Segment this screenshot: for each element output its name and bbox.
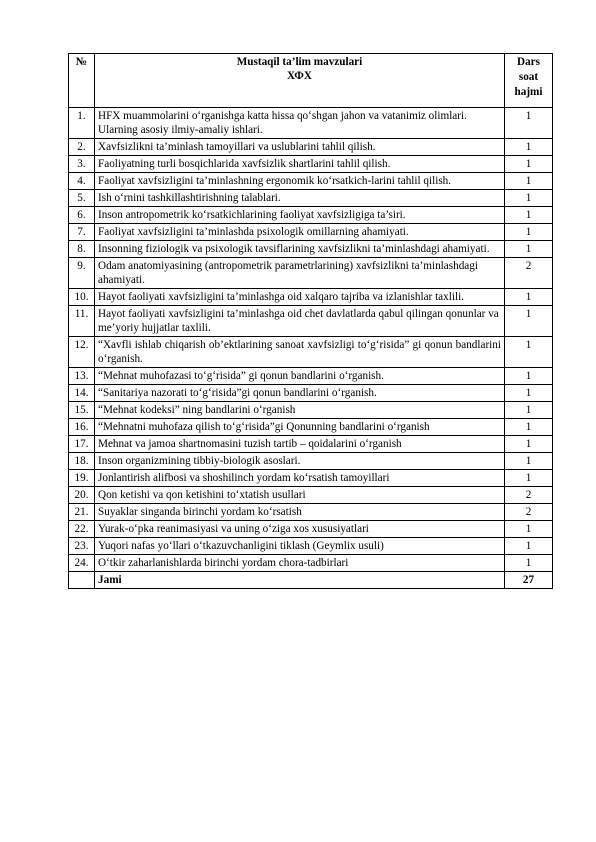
topic-hours: 1 xyxy=(505,402,553,419)
topic-title: “Mehnatni muhofaza qilish to‘g‘risida”gi Qonunning bandlarini o‘rganish xyxy=(95,419,505,436)
hours-header-line-1: Dars xyxy=(517,56,540,68)
number-column-header: № xyxy=(69,54,95,108)
table-row xyxy=(69,306,553,337)
topic-hours: 1 xyxy=(505,385,553,402)
table-row xyxy=(69,337,553,368)
topics-table xyxy=(68,53,553,589)
table-row xyxy=(69,258,553,289)
total-row xyxy=(69,572,553,589)
topic-title: Yurak-o‘pka reanimasiyasi va uning o‘ziga xos xususiyatlari xyxy=(95,521,505,538)
table-row xyxy=(69,402,553,419)
row-number: 24. xyxy=(69,555,95,572)
table-row xyxy=(69,241,553,258)
total-label: Jami xyxy=(95,572,505,589)
row-number: 8. xyxy=(69,241,95,258)
table-row xyxy=(69,173,553,190)
table-row xyxy=(69,555,553,572)
topic-title: “Sanitariya nazorati to‘g‘risida”gi qonun bandlarini o‘rganish. xyxy=(95,385,505,402)
table-row xyxy=(69,419,553,436)
topic-hours: 2 xyxy=(505,487,553,504)
row-number: 14. xyxy=(69,385,95,402)
topic-hours: 1 xyxy=(505,289,553,306)
topic-title: Mehnat va jamoa shartnomasini tuzish tartib – qoidalarini o‘rganish xyxy=(95,436,505,453)
topic-hours: 1 xyxy=(505,241,553,258)
table-row xyxy=(69,108,553,139)
topic-hours: 1 xyxy=(505,306,553,337)
table-row xyxy=(69,487,553,504)
topic-hours: 1 xyxy=(505,521,553,538)
topic-hours: 1 xyxy=(505,224,553,241)
table-header xyxy=(69,54,553,108)
topic-title: Hayot faoliyati xavfsizligini ta’minlashga oid chet davlatlarda qabul qilingan qonunlar va me’yoriy hujjatlar taxlili. xyxy=(95,306,505,337)
topic-hours: 1 xyxy=(505,139,553,156)
row-number: 2. xyxy=(69,139,95,156)
hours-header-line-2: soat xyxy=(518,71,539,83)
topic-title: Faoliyat xavfsizligini ta’minlashning ergonomik ko‘rsatkich-larini tahlil qilish. xyxy=(95,173,505,190)
table-row xyxy=(69,289,553,306)
table-row xyxy=(69,207,553,224)
topic-title: O‘tkir zaharlanishlarda birinchi yordam chora-tadbirlari xyxy=(95,555,505,572)
row-number: 5. xyxy=(69,190,95,207)
row-number: 22. xyxy=(69,521,95,538)
topic-hours: 1 xyxy=(505,156,553,173)
row-number: 20. xyxy=(69,487,95,504)
table-row xyxy=(69,156,553,173)
table-row xyxy=(69,470,553,487)
topic-hours: 1 xyxy=(505,337,553,368)
topic-title: Faoliyatning turli bosqichlarida xavfsizlik shartlarini tahlil qilish. xyxy=(95,156,505,173)
topic-hours: 1 xyxy=(505,419,553,436)
row-number: 3. xyxy=(69,156,95,173)
topic-title: Yuqori nafas yo‘llari o‘tkazuvchanligini tiklash (Geymlix usuli) xyxy=(95,538,505,555)
hours-column-header xyxy=(505,54,553,108)
row-number: 19. xyxy=(69,470,95,487)
topic-hours: 1 xyxy=(505,436,553,453)
topic-hours: 1 xyxy=(505,538,553,555)
topic-title: Jonlantirish alifbosi va shoshilinch yordam ko‘rsatish tamoyillari xyxy=(95,470,505,487)
total-hours: 27 xyxy=(505,572,553,589)
row-number: 13. xyxy=(69,368,95,385)
table-row xyxy=(69,538,553,555)
row-number: 21. xyxy=(69,504,95,521)
table-row xyxy=(69,190,553,207)
topics-column-header xyxy=(95,54,505,108)
topic-title: Faoliyat xavfsizligini ta’minlashda psixologik omillarning ahamiyati. xyxy=(95,224,505,241)
row-number: 17. xyxy=(69,436,95,453)
row-number: 10. xyxy=(69,289,95,306)
topic-title: “Xavfli ishlab chiqarish ob’ektlarining sanoat xavfsizligi to‘g‘risida” gi qonun bandlarini o‘rganish. xyxy=(95,337,505,368)
topic-hours: 1 xyxy=(505,190,553,207)
table-row xyxy=(69,224,553,241)
table-row xyxy=(69,368,553,385)
row-number: 6. xyxy=(69,207,95,224)
topic-title: “Mehnat muhofazasi to‘g‘risida” gi qonun bandlarini o‘rganish. xyxy=(95,368,505,385)
topic-hours: 2 xyxy=(505,504,553,521)
topic-hours: 1 xyxy=(505,108,553,139)
table-row xyxy=(69,436,553,453)
table-body xyxy=(69,108,553,572)
row-number: 18. xyxy=(69,453,95,470)
topic-title: Ish o‘rnini tashkillashtirishning talablari. xyxy=(95,190,505,207)
table-row xyxy=(69,504,553,521)
row-number: 15. xyxy=(69,402,95,419)
total-num-cell xyxy=(69,572,95,589)
hours-header-line-3: hajmi xyxy=(514,86,543,98)
row-number: 11. xyxy=(69,306,95,337)
topic-title: Qon ketishi va qon ketishini to‘xtatish usullari xyxy=(95,487,505,504)
table-row xyxy=(69,521,553,538)
topic-title: Inson organizmining tibbiy-biologik asoslari. xyxy=(95,453,505,470)
topic-title: HFX muammolarini o‘rganishga katta hissa qo‘shgan jahon va vatanimiz olimlari. Ularning asosiy ilmiy-amaliy ishlari. xyxy=(95,108,505,139)
row-number: 1. xyxy=(69,108,95,139)
row-number: 23. xyxy=(69,538,95,555)
subject-code: ХФХ xyxy=(287,70,312,82)
table-row xyxy=(69,139,553,156)
row-number: 9. xyxy=(69,258,95,289)
topic-hours: 1 xyxy=(505,207,553,224)
topic-hours: 1 xyxy=(505,173,553,190)
table-row xyxy=(69,385,553,402)
topics-column-title: Mustaqil ta’lim mavzulari xyxy=(236,56,363,68)
table-row xyxy=(69,453,553,470)
topic-title: “Mehnat kodeksi” ning bandlarini o‘rganish xyxy=(95,402,505,419)
topic-title: Hayot faoliyati xavfsizligini ta’minlashga oid xalqaro tajriba va izlanishlar taxlili. xyxy=(95,289,505,306)
topic-title: Suyaklar singanda birinchi yordam ko‘rsatish xyxy=(95,504,505,521)
row-number: 4. xyxy=(69,173,95,190)
topic-hours: 1 xyxy=(505,453,553,470)
topic-hours: 1 xyxy=(505,555,553,572)
row-number: 16. xyxy=(69,419,95,436)
topic-title: Xavfsizlikni ta’minlash tamoyillari va uslublarini tahlil qilish. xyxy=(95,139,505,156)
topic-title: Inson antropometrik ko‘rsatkichlarining faoliyat xavfsizligiga ta’siri. xyxy=(95,207,505,224)
topic-hours: 1 xyxy=(505,470,553,487)
topic-hours: 2 xyxy=(505,258,553,289)
row-number: 7. xyxy=(69,224,95,241)
row-number: 12. xyxy=(69,337,95,368)
topic-title: Insonning fiziologik va psixologik tavsiflarining xavfsizlikni ta’minlashdagi ahamiyati. xyxy=(95,241,505,258)
topic-hours: 1 xyxy=(505,368,553,385)
topic-title: Odam anatomiyasining (antropometrik parametrlarining) xavfsizlikni ta’minlashdagi ahamiyati. xyxy=(95,258,505,289)
